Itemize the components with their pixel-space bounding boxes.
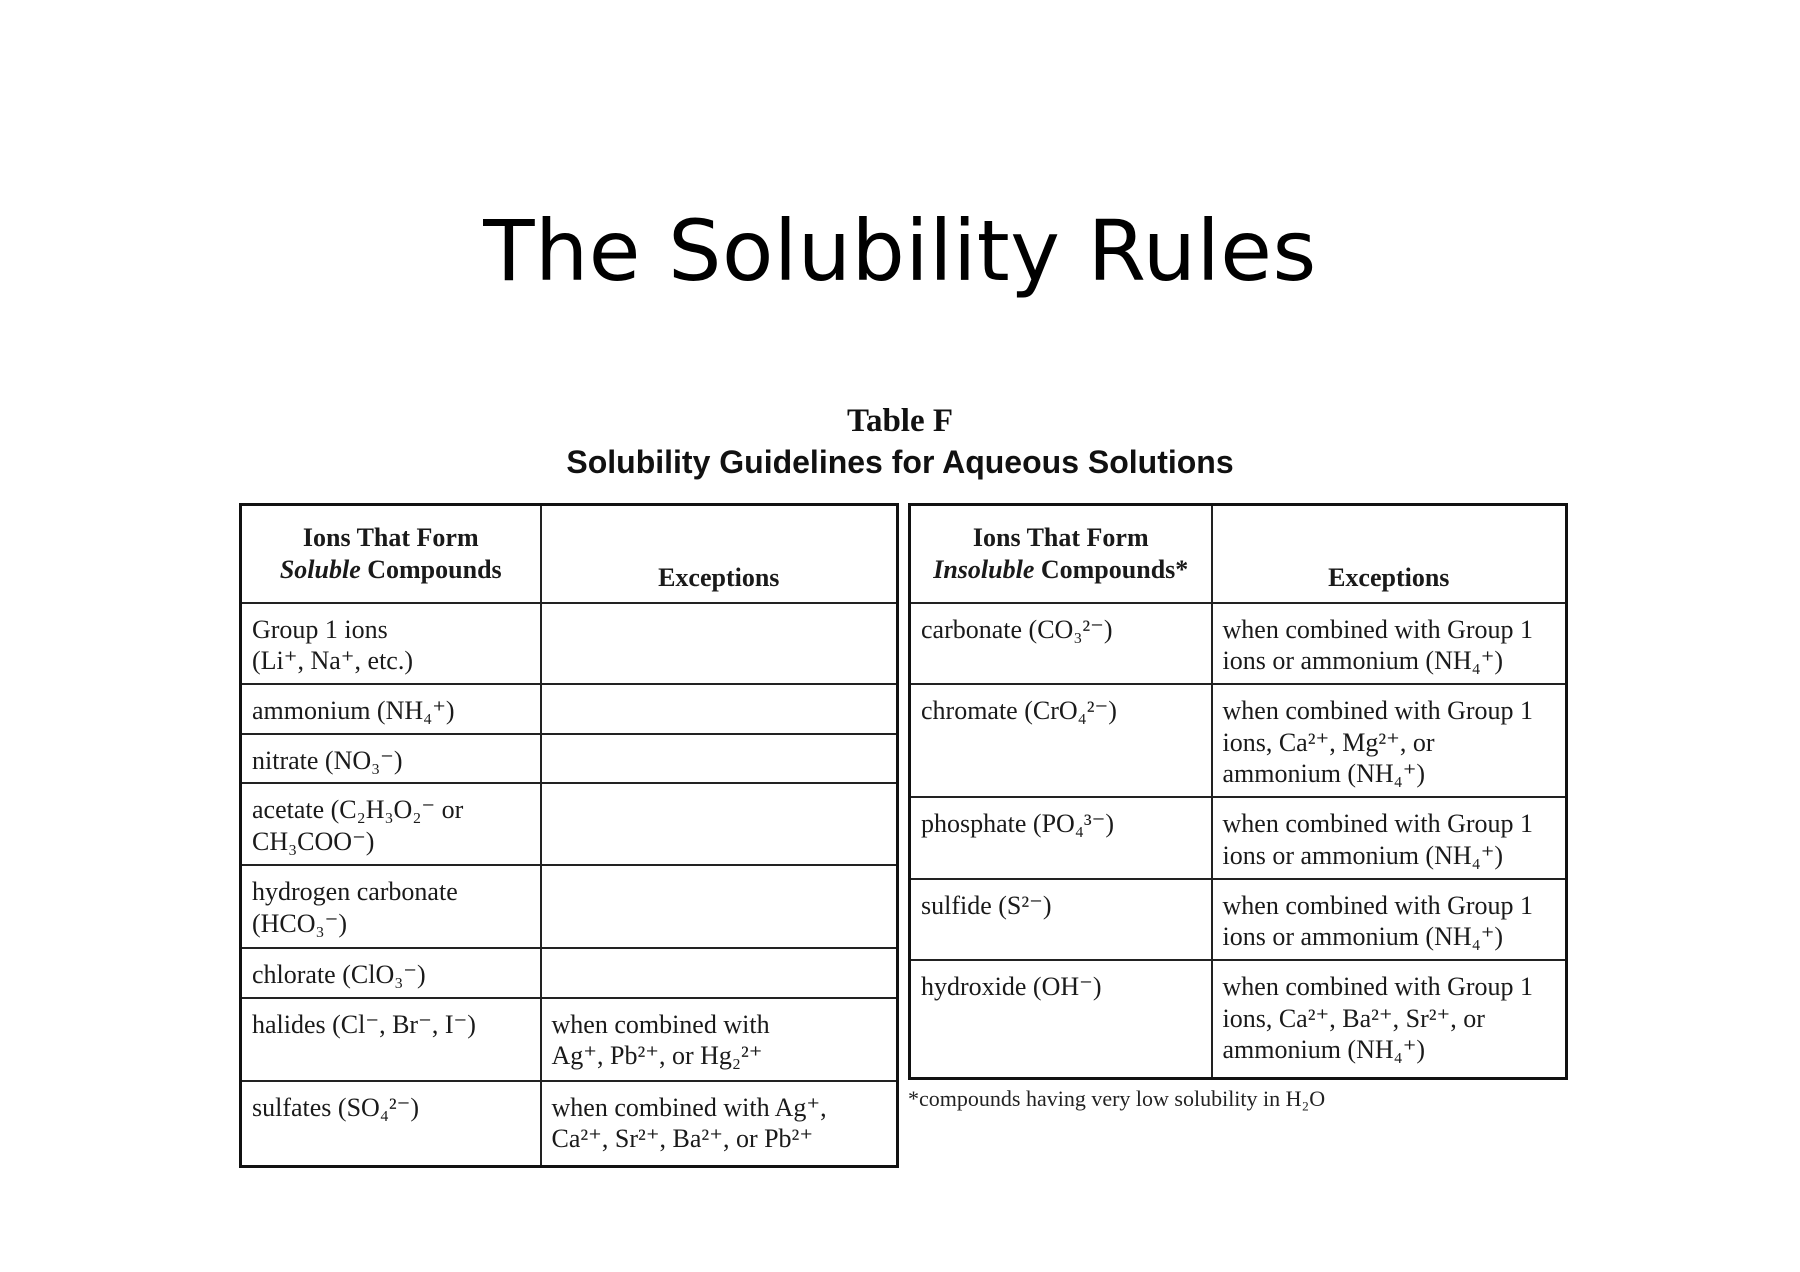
table-footnote: *compounds having very low solubility in H₂O (908, 1086, 1326, 1111)
table-row (241, 1081, 898, 1167)
table-row (241, 998, 898, 1081)
exception-cell (541, 734, 898, 784)
insoluble-ions-header-line2 (917, 554, 1205, 586)
ion-cell: sulfates (SO₄²⁻) (241, 1081, 541, 1167)
ion-cell: hydroxide (OH⁻) (910, 960, 1212, 1079)
table-row (241, 603, 898, 684)
insoluble-ions-header (910, 505, 1212, 603)
ion-cell: halides (Cl⁻, Br⁻, I⁻) (241, 998, 541, 1081)
table-row (241, 948, 898, 998)
exception-cell: when combined with Group 1 ions or ammonium (NH₄⁺) (1212, 797, 1567, 878)
table-row (241, 865, 898, 948)
exception-cell (541, 603, 898, 684)
insoluble-compounds-table (908, 503, 1568, 1080)
exception-cell: when combined with Group 1 ions, Ca²⁺, Mg²⁺, or ammonium (NH₄⁺) (1212, 684, 1567, 797)
compounds-word: Compounds* (1034, 554, 1189, 584)
table-row (241, 734, 898, 784)
table-row (910, 603, 1567, 684)
ion-cell: chlorate (ClO₃⁻) (241, 948, 541, 998)
soluble-ions-header (241, 505, 541, 603)
table-row (910, 684, 1567, 797)
exception-cell (541, 684, 898, 734)
ion-cell: hydrogen carbonate (HCO₃⁻) (241, 865, 541, 948)
insoluble-ions-header-line1: Ions That Form (972, 523, 1149, 553)
table-row (910, 797, 1567, 878)
exception-cell: when combined with Group 1 ions or ammonium (NH₄⁺) (1212, 879, 1567, 960)
exception-cell: when combined with Ag⁺, Ca²⁺, Sr²⁺, Ba²⁺, or Pb²⁺ (541, 1081, 898, 1167)
soluble-ions-header-line2 (248, 554, 534, 586)
soluble-compounds-table (239, 503, 899, 1168)
exception-cell (541, 865, 898, 948)
compounds-word: Compounds (360, 554, 502, 584)
table-heading: Solubility Guidelines for Aqueous Solutions (566, 444, 1234, 480)
table-row (910, 960, 1567, 1079)
exception-cell: when combined with Ag⁺, Pb²⁺, or Hg₂²⁺ (541, 998, 898, 1081)
ion-cell: phosphate (PO₄³⁻) (910, 797, 1212, 878)
table-row (241, 684, 898, 734)
table-row (910, 879, 1567, 960)
ion-cell: nitrate (NO₃⁻) (241, 734, 541, 784)
exception-cell: when combined with Group 1 ions or ammonium (NH₄⁺) (1212, 603, 1567, 684)
soluble-word: Soluble (279, 554, 361, 584)
exception-cell (541, 783, 898, 864)
table-label: Table F (846, 403, 954, 439)
soluble-exceptions-header: Exceptions (541, 505, 898, 603)
exception-cell (541, 948, 898, 998)
table-row (241, 783, 898, 864)
ion-cell: acetate (C₂H₃O₂⁻ or CH₃COO⁻) (241, 783, 541, 864)
exception-cell: when combined with Group 1 ions, Ca²⁺, Ba²⁺, Sr²⁺, or ammonium (NH₄⁺) (1212, 960, 1567, 1079)
insoluble-word: Insoluble (933, 554, 1035, 584)
insoluble-exceptions-header: Exceptions (1212, 505, 1567, 603)
ion-cell: Group 1 ions (Li⁺, Na⁺, etc.) (241, 603, 541, 684)
ion-cell: chromate (CrO₄²⁻) (910, 684, 1212, 797)
soluble-ions-header-line1: Ions That Form (302, 523, 479, 553)
slide-title: The Solubility Rules (483, 202, 1317, 300)
ion-cell: ammonium (NH₄⁺) (241, 684, 541, 734)
ion-cell: sulfide (S²⁻) (910, 879, 1212, 960)
ion-cell: carbonate (CO₃²⁻) (910, 603, 1212, 684)
